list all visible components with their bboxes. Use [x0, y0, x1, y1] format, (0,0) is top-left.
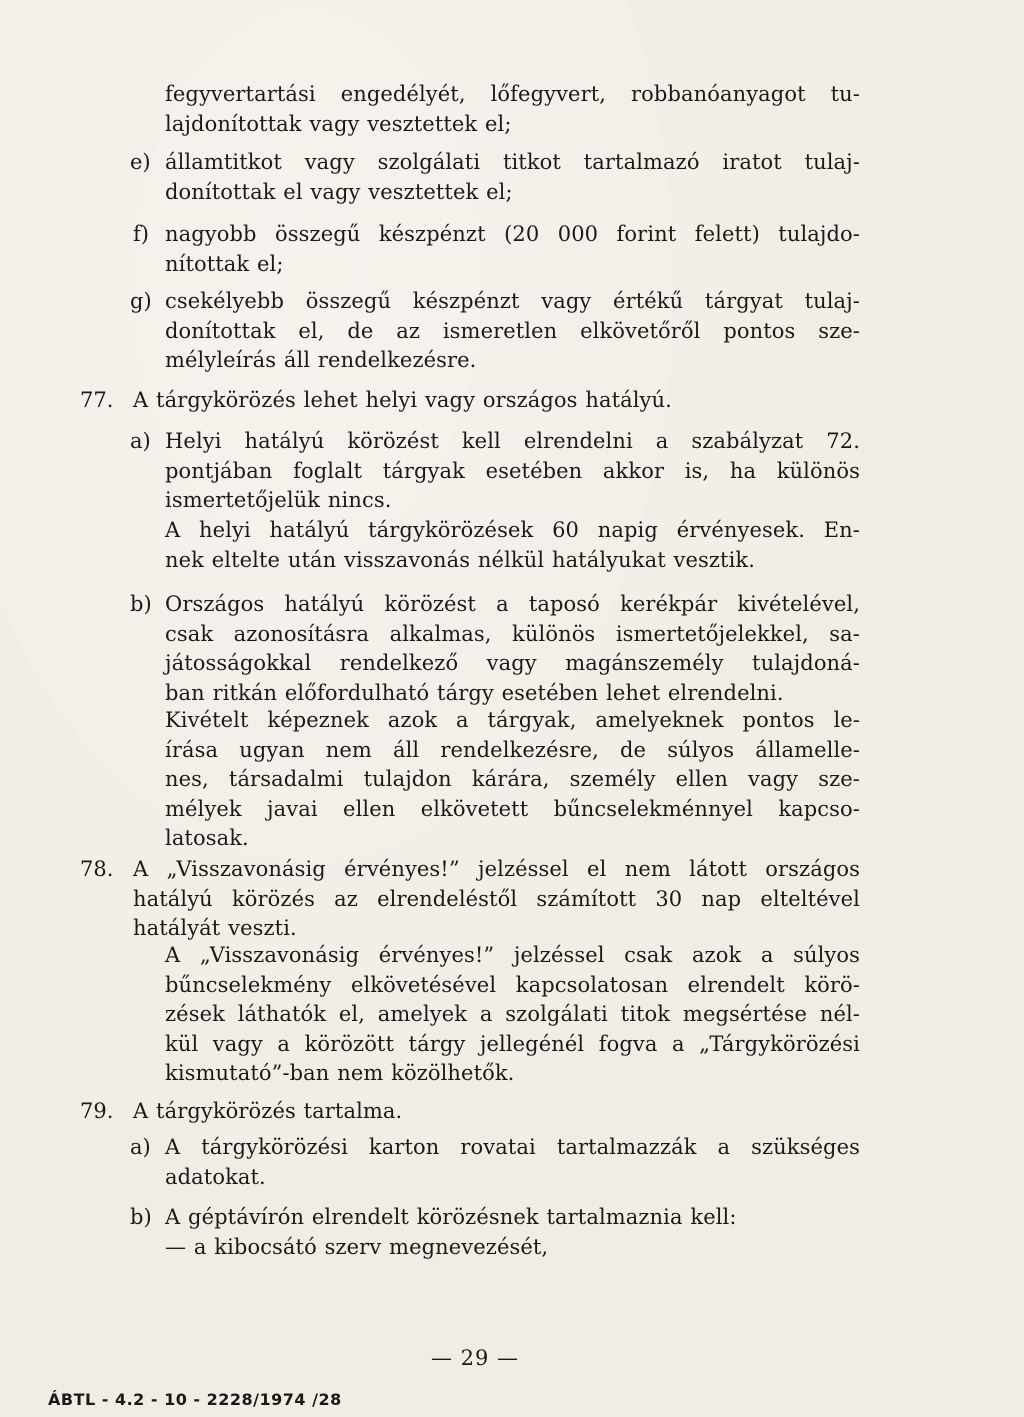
text-line: donítottak el, de az ismeretlen elkövetőről pontos sze-	[165, 318, 860, 343]
paragraph	[165, 1133, 860, 1192]
text-line: — a kibocsátó szerv megnevezését,	[165, 1235, 549, 1259]
paragraph	[165, 516, 860, 575]
text-line: A „Visszavonásig érvényes!” jelzéssel el nem látott országos	[133, 857, 860, 881]
text-line: adatokat.	[165, 1164, 266, 1189]
item-marker: a)	[130, 429, 151, 453]
text-line: ban ritkán előfordulható tárgy esetében lehet elrendelni.	[165, 680, 784, 705]
archive-reference: ÁBTL - 4.2 - 10 - 2228/1974 /28	[48, 1390, 342, 1409]
text-line: fegyvertartási engedélyét, lőfegyvert, robbanóanyagot tu-	[165, 82, 860, 106]
text-line: hatályú körözés az elrendeléstől számított 30 nap elteltével	[133, 886, 860, 911]
text-line: A tárgykörözési karton rovatai tartalmazzák a szükséges	[165, 1135, 860, 1159]
item-marker: e)	[130, 150, 151, 174]
page-number: — 29 —	[430, 1346, 520, 1370]
paragraph	[165, 590, 860, 708]
text-line: mélyek javai ellen elkövetett bűncselekménnyel kapcso-	[165, 796, 860, 821]
text-line: donítottak el vagy vesztettek el;	[165, 179, 513, 204]
item-marker: b)	[130, 592, 152, 616]
text-line: nagyobb összegű készpénzt (20 000 forint felett) tulajdo-	[165, 222, 860, 246]
text-line: nítottak el;	[165, 251, 284, 276]
paragraph	[165, 941, 860, 1089]
text-line: zések láthatók el, amelyek a szolgálati titok megsértése nél-	[165, 1002, 860, 1026]
text-line: pontjában foglalt tárgyak esetében akkor is, ha különös	[165, 458, 860, 483]
paragraph	[133, 855, 860, 944]
text-line: kül vagy a körözött tárgy jellegénél fogva a „Tárgykörözési	[165, 1031, 860, 1056]
text-line: nek eltelte után visszavonás nélkül hatályukat vesztik.	[165, 547, 755, 572]
text-line: kismutató”-ban nem közölhetők.	[165, 1061, 515, 1085]
text-line: csak azonosításra alkalmas, különös ismertetőjelekkel, sa-	[165, 621, 860, 646]
text-line: Országos hatályú körözést a taposó kerékpár kivételével,	[165, 592, 860, 616]
text-line: lajdonítottak vagy vesztettek el;	[165, 111, 512, 136]
text-line: játosságokkal rendelkező vagy magánszemély tulajdoná-	[165, 651, 860, 675]
paragraph	[165, 1233, 860, 1263]
text-line: A helyi hatályú tárgykörözések 60 napig érvényesek. En-	[165, 518, 860, 542]
text-line: hatályát veszti.	[133, 916, 297, 940]
text-line: Kivételt képeznek azok a tárgyak, amelyeknek pontos le-	[165, 708, 860, 732]
text-line: A „Visszavonásig érvényes!” jelzéssel csak azok a súlyos	[165, 943, 860, 967]
text-line: A géptávírón elrendelt körözésnek tartalmaznia kell:	[165, 1205, 737, 1229]
paragraph	[165, 148, 860, 207]
text-line: A tárgykörözés lehet helyi vagy országos hatályú.	[133, 388, 672, 412]
text-line: írása ugyan nem áll rendelkezésre, de súlyos államelle-	[165, 737, 860, 762]
item-marker: a)	[130, 1135, 151, 1159]
text-line: nes, társadalmi tulajdon kárára, személy ellen vagy sze-	[165, 767, 860, 791]
item-marker: 78.	[80, 857, 114, 881]
paragraph	[165, 1203, 860, 1233]
paragraph	[165, 427, 860, 516]
paragraph	[133, 1097, 860, 1127]
text-line: Helyi hatályú körözést kell elrendelni a szabályzat 72.	[165, 429, 860, 453]
text-line: bűncselekmény elkövetésével kapcsolatosan elrendelt körö-	[165, 972, 860, 997]
item-marker: b)	[130, 1205, 152, 1229]
item-marker: 79.	[80, 1099, 114, 1123]
paragraph	[165, 287, 860, 376]
text-line: ismertetőjelük nincs.	[165, 488, 392, 512]
text-line: latosak.	[165, 826, 249, 850]
paragraph	[165, 220, 860, 279]
paragraph	[133, 386, 860, 416]
paragraph	[165, 706, 860, 854]
item-marker: g)	[130, 289, 152, 313]
item-marker: f)	[133, 222, 149, 246]
text-line: mélyleírás áll rendelkezésre.	[165, 348, 477, 372]
item-marker: 77.	[80, 388, 114, 412]
text-line: államtitkot vagy szolgálati titkot tartalmazó iratot tulaj-	[165, 150, 860, 174]
text-line: csekélyebb összegű készpénzt vagy értékű tárgyat tulaj-	[165, 289, 860, 313]
paragraph	[165, 80, 860, 139]
text-line: A tárgykörözés tartalma.	[133, 1099, 403, 1123]
